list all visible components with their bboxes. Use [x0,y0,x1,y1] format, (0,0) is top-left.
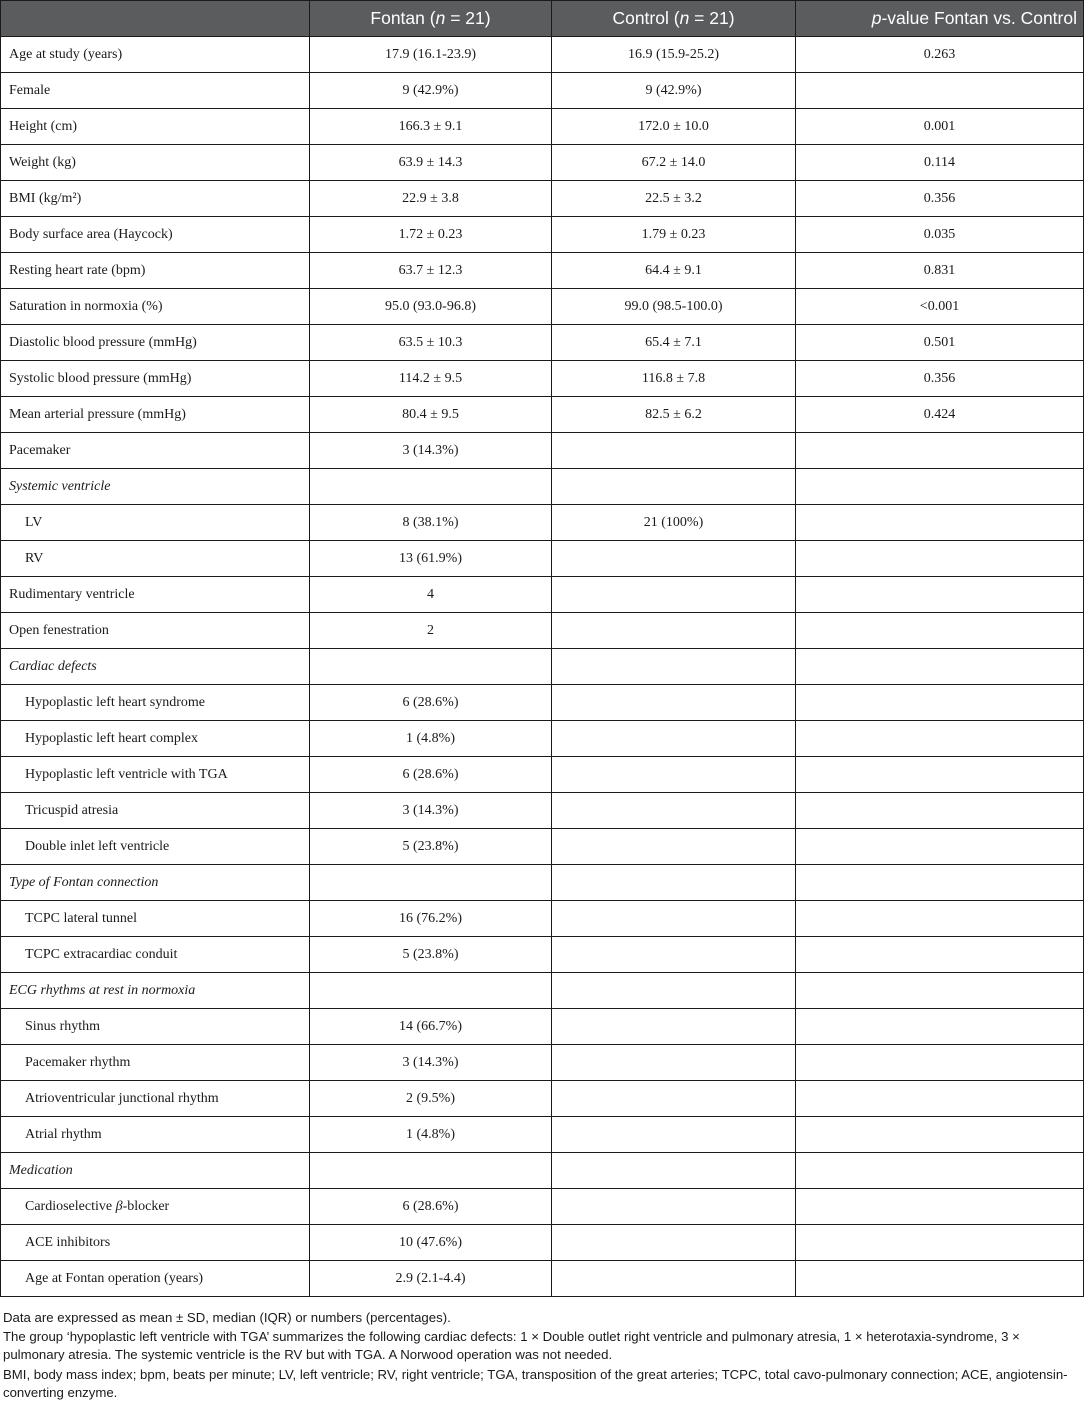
fontan-value: 8 (38.1%) [310,505,552,541]
control-value [552,613,796,649]
row-label: Hypoplastic left heart complex [1,721,310,757]
row-label: Systemic ventricle [1,469,310,505]
row-label: TCPC lateral tunnel [1,901,310,937]
table-row [1,289,1084,325]
p-value [796,1153,1084,1189]
fontan-value: 63.5 ± 10.3 [310,325,552,361]
row-label: Open fenestration [1,613,310,649]
p-value [796,793,1084,829]
p-value [796,865,1084,901]
control-value [552,1117,796,1153]
row-label: Mean arterial pressure (mmHg) [1,397,310,433]
control-value [552,1045,796,1081]
control-value [552,1081,796,1117]
table-row [1,829,1084,865]
control-value [552,829,796,865]
row-label: TCPC extracardiac conduit [1,937,310,973]
table-row [1,145,1084,181]
p-value: 0.501 [796,325,1084,361]
p-value [796,577,1084,613]
p-value [796,1009,1084,1045]
p-value [796,469,1084,505]
control-value: 64.4 ± 9.1 [552,253,796,289]
row-label: Height (cm) [1,109,310,145]
table-row [1,37,1084,73]
fontan-value: 16 (76.2%) [310,901,552,937]
footnote-abbreviations: BMI, body mass index; bpm, beats per minute; LV, left ventricle; RV, right ventricle; TGA, transposition of the great arteries; TCPC, total cavo-pulmonary connection; ACE, angiotensin-converting enzyme. [3,1366,1068,1400]
control-value [552,721,796,757]
control-value [552,901,796,937]
row-label: Body surface area (Haycock) [1,217,310,253]
fontan-value: 3 (14.3%) [310,433,552,469]
header-p-value [796,1,1084,37]
table-row [1,937,1084,973]
control-value: 82.5 ± 6.2 [552,397,796,433]
p-value [796,505,1084,541]
fontan-value: 6 (28.6%) [310,1189,552,1225]
p-value [796,1261,1084,1297]
control-value: 9 (42.9%) [552,73,796,109]
p-value [796,685,1084,721]
row-label: LV [1,505,310,541]
control-value: 21 (100%) [552,505,796,541]
table-row [1,217,1084,253]
row-label: Pacemaker rhythm [1,1045,310,1081]
control-value [552,1261,796,1297]
control-value [552,865,796,901]
row-label: Sinus rhythm [1,1009,310,1045]
p-value [796,1189,1084,1225]
p-value [796,721,1084,757]
control-value: 16.9 (15.9-25.2) [552,37,796,73]
row-label: Female [1,73,310,109]
header-p-rest: -value Fontan vs. Control [881,8,1077,28]
p-value [796,73,1084,109]
p-value [796,757,1084,793]
p-value [796,1045,1084,1081]
table-row [1,1045,1084,1081]
table-row [1,721,1084,757]
fontan-value: 2 (9.5%) [310,1081,552,1117]
table-row [1,1225,1084,1261]
p-value: 0.001 [796,109,1084,145]
row-label: Diastolic blood pressure (mmHg) [1,325,310,361]
row-label: ACE inhibitors [1,1225,310,1261]
table-row [1,757,1084,793]
p-value: 0.424 [796,397,1084,433]
row-label: Saturation in normoxia (%) [1,289,310,325]
table-row [1,1153,1084,1189]
fontan-value: 95.0 (93.0-96.8) [310,289,552,325]
p-value: 0.263 [796,37,1084,73]
row-label: Rudimentary ventricle [1,577,310,613]
control-value [552,469,796,505]
fontan-value: 114.2 ± 9.5 [310,361,552,397]
header-fontan-n: n [435,8,446,28]
table-row [1,253,1084,289]
p-value [796,1117,1084,1153]
fontan-value [310,1153,552,1189]
fontan-value [310,649,552,685]
control-value [552,1225,796,1261]
control-value [552,973,796,1009]
table-row [1,1117,1084,1153]
row-label: ECG rhythms at rest in normoxia [1,973,310,1009]
table-row [1,577,1084,613]
row-label: Cardioselective β-blocker [1,1189,310,1225]
footnote-data-expression: Data are expressed as mean ± SD, median (IQR) or numbers (percentages). [3,1310,451,1325]
control-value [552,757,796,793]
table-row [1,1189,1084,1225]
table-row [1,397,1084,433]
control-value [552,685,796,721]
table-row [1,109,1084,145]
row-label: Atrial rhythm [1,1117,310,1153]
fontan-value: 4 [310,577,552,613]
control-value: 1.79 ± 0.23 [552,217,796,253]
row-label: Systolic blood pressure (mmHg) [1,361,310,397]
header-fontan-suffix: = 21) [445,8,491,28]
control-value [552,649,796,685]
header-control-prefix: Control ( [612,8,680,28]
table-row [1,325,1084,361]
row-label: Age at study (years) [1,37,310,73]
table-row [1,1009,1084,1045]
p-value [796,1225,1084,1261]
row-label: Type of Fontan connection [1,865,310,901]
row-label: Hypoplastic left heart syndrome [1,685,310,721]
table-row [1,793,1084,829]
table-row [1,361,1084,397]
row-label: Pacemaker [1,433,310,469]
header-fontan-prefix: Fontan ( [370,8,436,28]
control-value: 172.0 ± 10.0 [552,109,796,145]
row-label: Medication [1,1153,310,1189]
fontan-value: 14 (66.7%) [310,1009,552,1045]
row-label: Weight (kg) [1,145,310,181]
table-row [1,649,1084,685]
fontan-value [310,469,552,505]
p-value [796,541,1084,577]
control-value [552,793,796,829]
row-label: Resting heart rate (bpm) [1,253,310,289]
control-value [552,1189,796,1225]
fontan-value: 1 (4.8%) [310,721,552,757]
row-label: Cardiac defects [1,649,310,685]
fontan-value: 63.7 ± 12.3 [310,253,552,289]
p-value [796,901,1084,937]
fontan-value: 3 (14.3%) [310,1045,552,1081]
control-value: 99.0 (98.5-100.0) [552,289,796,325]
fontan-value: 3 (14.3%) [310,793,552,829]
header-p-italic: p [871,8,882,28]
fontan-value: 166.3 ± 9.1 [310,109,552,145]
table-footnotes [3,1309,1081,1403]
fontan-value: 5 (23.8%) [310,829,552,865]
fontan-value [310,973,552,1009]
p-value [796,937,1084,973]
fontan-value: 13 (61.9%) [310,541,552,577]
p-value [796,973,1084,1009]
fontan-value: 63.9 ± 14.3 [310,145,552,181]
control-value: 65.4 ± 7.1 [552,325,796,361]
table-row [1,73,1084,109]
table-row [1,1081,1084,1117]
header-variable [1,1,310,37]
control-value [552,1153,796,1189]
table-row [1,901,1084,937]
control-value: 67.2 ± 14.0 [552,145,796,181]
control-value [552,577,796,613]
fontan-value: 9 (42.9%) [310,73,552,109]
p-value [796,613,1084,649]
row-label: Tricuspid atresia [1,793,310,829]
p-value: <0.001 [796,289,1084,325]
row-label: RV [1,541,310,577]
control-value: 116.8 ± 7.8 [552,361,796,397]
table-header-row [1,1,1084,37]
table-row [1,973,1084,1009]
fontan-value: 1.72 ± 0.23 [310,217,552,253]
fontan-value: 10 (47.6%) [310,1225,552,1261]
row-label: BMI (kg/m²) [1,181,310,217]
row-label: Hypoplastic left ventricle with TGA [1,757,310,793]
p-value: 0.114 [796,145,1084,181]
p-value [796,829,1084,865]
control-value [552,937,796,973]
header-control [552,1,796,37]
control-value [552,1009,796,1045]
table-row [1,1261,1084,1297]
fontan-value: 17.9 (16.1-23.9) [310,37,552,73]
p-value: 0.831 [796,253,1084,289]
p-value: 0.356 [796,361,1084,397]
fontan-value: 1 (4.8%) [310,1117,552,1153]
fontan-value: 80.4 ± 9.5 [310,397,552,433]
fontan-value: 5 (23.8%) [310,937,552,973]
table-row [1,433,1084,469]
row-label: Age at Fontan operation (years) [1,1261,310,1297]
p-value: 0.035 [796,217,1084,253]
control-value [552,433,796,469]
p-value [796,1081,1084,1117]
table-row [1,469,1084,505]
header-control-n: n [679,8,690,28]
table-row [1,613,1084,649]
control-value: 22.5 ± 3.2 [552,181,796,217]
beta-symbol: β [115,1198,123,1214]
control-value [552,541,796,577]
header-control-suffix: = 21) [689,8,735,28]
footnote-tga-group: The group ‘hypoplastic left ventricle with TGA’ summarizes the following cardiac defects: 1 × Double outlet right ventricle and pulmonary atresia, 1 × heterotaxia-syndrome, 3 × pulmonary atresia. The systemic ventricle is the RV but with TGA. A Norwood operation was not needed. [3,1329,1020,1363]
table-row [1,181,1084,217]
fontan-value: 6 (28.6%) [310,685,552,721]
fontan-value: 2.9 (2.1-4.4) [310,1261,552,1297]
table-row [1,865,1084,901]
fontan-value [310,865,552,901]
table-row [1,541,1084,577]
table-body [1,37,1084,1297]
p-value: 0.356 [796,181,1084,217]
header-fontan [310,1,552,37]
table-row [1,505,1084,541]
p-value [796,433,1084,469]
row-label: Atrioventricular junctional rhythm [1,1081,310,1117]
fontan-value: 6 (28.6%) [310,757,552,793]
table-row [1,685,1084,721]
p-value [796,649,1084,685]
fontan-value: 22.9 ± 3.8 [310,181,552,217]
row-label: Double inlet left ventricle [1,829,310,865]
fontan-value: 2 [310,613,552,649]
